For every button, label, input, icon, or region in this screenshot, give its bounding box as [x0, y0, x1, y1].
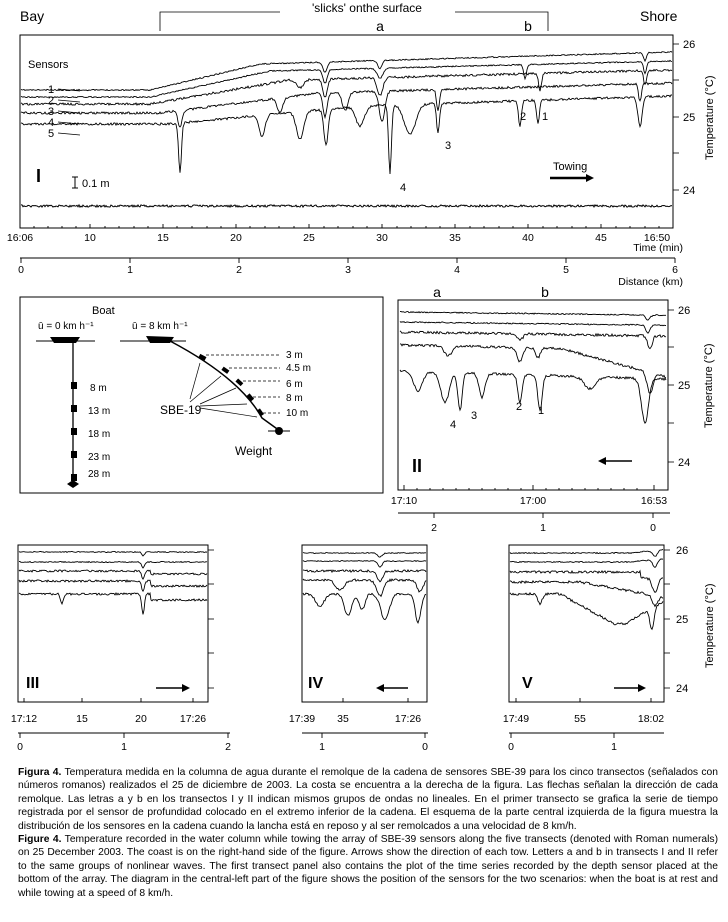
panel-5-time-1749: 17:49	[502, 713, 530, 725]
panel-4-sensor-trace-5	[303, 593, 426, 623]
panel-1-roman: I	[36, 166, 42, 186]
panel-2-trough-1: 1	[537, 405, 545, 417]
trough-label-3: 3	[444, 140, 452, 152]
panel-3-sensor-trace-3	[19, 570, 207, 579]
towed-chain	[170, 341, 280, 431]
sbe-19-label: SBE-19	[160, 403, 202, 417]
panel-2-temperature-traces	[400, 311, 666, 423]
group-b-label: b	[524, 18, 532, 34]
boat-rest-icon	[50, 337, 80, 343]
panel-3-sensor-trace-1	[19, 552, 207, 556]
temp-tick-24: 24	[683, 185, 696, 197]
distance-tick-5: 5	[563, 264, 569, 276]
panel-5-temp-axis-label: Temperature (°C)	[704, 583, 716, 668]
panel-1-time-ticks	[20, 224, 673, 228]
sensor-number-3: 3	[48, 106, 55, 118]
towing-label: Towing	[553, 161, 588, 173]
panel-3-frame	[18, 545, 208, 702]
temp-axis-label: Temperature (°C)	[704, 75, 716, 160]
panel-2-roman: II	[412, 456, 423, 476]
rest-depth-23m: 23 m	[88, 452, 111, 463]
rest-depth-28m: 28 m	[88, 469, 111, 480]
panel-3-time-1712: 17:12	[10, 713, 38, 725]
distance-tick-3: 3	[345, 264, 351, 276]
scale-bar-icon	[72, 177, 78, 188]
figure-caption	[18, 766, 718, 900]
panel-4-time-35: 35	[337, 713, 349, 725]
shore-label: Shore	[640, 8, 678, 24]
time-tick-10: 10	[84, 232, 96, 244]
time-tick-45: 45	[595, 232, 607, 244]
slicks-label: 'slicks' onthe surface	[312, 1, 422, 15]
slicks-bracket-right	[455, 12, 548, 31]
panel-2-time-1700: 17:00	[519, 495, 547, 507]
sensor-trace-3	[21, 70, 672, 106]
time-tick-30: 30	[376, 232, 388, 244]
panel-3-time-15: 15	[76, 713, 88, 725]
panel-4-temperature-traces	[303, 553, 426, 623]
rest-weight-icon	[67, 480, 79, 488]
slicks-bracket-left	[160, 12, 280, 31]
panel-2-time-ticks	[404, 485, 654, 490]
panel-2-time-1710: 17:10	[390, 495, 418, 507]
sensor-number-1: 1	[48, 84, 55, 96]
distance-tick-1: 1	[127, 264, 133, 276]
bay-label: Bay	[20, 8, 45, 24]
distance-tick-4: 4	[454, 264, 460, 276]
distance-tick-0: 0	[18, 264, 24, 276]
distance-axis-label: Distance (km)	[618, 276, 683, 288]
panel-3-distance-2: 2	[225, 741, 231, 753]
time-tick-25: 25	[303, 232, 315, 244]
sensor-chain-schematic	[20, 297, 383, 493]
caption-en-label: Figure 4.	[18, 834, 62, 846]
panel-5-temp-tick-26: 26	[676, 545, 689, 557]
scale-bar-label: 0.1 m	[82, 178, 110, 190]
panel-5-sensor-trace-5	[510, 593, 663, 630]
sensor-number-2: 2	[48, 95, 55, 107]
panel-2-sensor-trace-1	[400, 311, 666, 320]
caption-en-text: Temperature recorded in the water column while towing the array of SBE-39 sensors along the five transects (denoted with Roman numerals) on 25 December 2003. The coast is on the right-hand side of the figure. Arrows show the direction of each tow. Letters a and b in transects I and II refer to the same groups of nonlinear waves. The first transect panel also contains the plot of the time series recorded by the depth sensor placed at the bottom of the array. The diagram in the central-left part of the figure shows the position of the sensors for the two scenarios: when the boat is at rest and while towing at a speed of 8 km/h.	[18, 834, 718, 899]
time-tick-35: 35	[449, 232, 461, 244]
panel-3-distance-0: 0	[17, 741, 23, 753]
rest-depth-13m: 13 m	[88, 406, 111, 417]
tow-depth-4.5m: 4.5 m	[286, 363, 312, 374]
panel-3-time-1726: 17:26	[179, 713, 207, 725]
time-axis-label: Time (min)	[633, 242, 683, 254]
tow-depth-10m: 10 m	[286, 408, 309, 419]
time-tick-1606: 16:06	[6, 232, 34, 244]
sensors-title: Sensors	[28, 59, 69, 71]
boat-tow-icon	[146, 336, 174, 343]
panel-2-temp-tick-25: 25	[678, 380, 691, 392]
sensor-number-4: 4	[48, 117, 55, 129]
time-tick-15: 15	[157, 232, 169, 244]
temp-tick-26: 26	[683, 39, 696, 51]
panel-5	[503, 545, 716, 753]
caption-es-label: Figura 4.	[18, 767, 62, 778]
panel-3-temperature-traces	[19, 552, 207, 615]
sensor-number-5: 5	[48, 128, 55, 140]
weight-label: Weight	[235, 444, 273, 458]
panel-3-distance-1: 1	[121, 741, 127, 753]
panel-2-sensor-trace-5	[400, 370, 666, 423]
panel-2-group-a: a	[433, 284, 441, 300]
panel-5-distance-1: 1	[611, 741, 617, 753]
panel-4-roman: IV	[308, 675, 324, 692]
tow-depth-6m: 6 m	[286, 379, 303, 390]
panel-2-group-b: b	[541, 284, 549, 300]
panel-2-trough-3: 3	[470, 410, 478, 422]
panel-5-time-ticks	[516, 698, 651, 702]
speed-rest-label: ū = 0 km h⁻¹	[38, 321, 94, 332]
panel-2	[391, 284, 715, 534]
panel-5-time-1802: 18:02	[637, 713, 665, 725]
panel-2-time-1653: 16:53	[640, 495, 668, 507]
distance-tick-2: 2	[236, 264, 242, 276]
tow-depth-8m: 8 m	[286, 393, 303, 404]
panel-2-temp-tick-26: 26	[678, 305, 691, 317]
panel-1-distance-ticks	[21, 258, 675, 263]
panel-2-temp-axis-label: Temperature (°C)	[703, 343, 715, 428]
caption-english	[18, 833, 718, 900]
panel-5-time-55: 55	[574, 713, 586, 725]
panel-4-sensor-trace-2	[303, 561, 426, 568]
caption-spanish	[18, 766, 718, 833]
panel-5-temp-tick-25: 25	[676, 614, 689, 626]
panel-1	[7, 1, 716, 288]
panel-2-distance-1: 1	[540, 522, 546, 534]
trough-label-1: 1	[541, 111, 549, 123]
panel-4-distance-0: 0	[422, 741, 428, 753]
panel-3-time-ticks	[24, 698, 193, 702]
rest-depth-18m: 18 m	[88, 429, 111, 440]
panel-5-temp-tick-24: 24	[676, 683, 689, 695]
panel-3	[11, 545, 231, 753]
caption-es-text: Temperatura medida en la columna de agua durante el remolque de la cadena de sensores SBE-39 para los cinco transectos (señalados con números romanos) realizados el 25 de diciembre de 2003. La costa se encuentra a la derecha de la figura. Las flechas señalan la dirección de cada remolque. Las letras a y b en los transectos I y II indican mismos grupos de ondas no lineales. En el primer transecto se grafica la serie de tiempo registrada por el sensor de profundidad colocado en el extremo inferior de la cadena. El esquema de la parte central izquierda de la figura muestra la distribución de los sensores en la cadena cuando la lancha está en reposo y al ser remolcados a una velocidad de 8 km/h.	[18, 767, 718, 832]
temp-tick-25: 25	[683, 112, 696, 124]
time-tick-40: 40	[522, 232, 534, 244]
panel-5-temperature-traces	[510, 549, 663, 629]
panel-3-time-20: 20	[135, 713, 147, 725]
panel-4-sensor-trace-1	[303, 553, 426, 558]
panel-4-time-1726: 17:26	[394, 713, 422, 725]
panel-2-trough-2: 2	[515, 401, 523, 413]
panel-5-sensor-trace-2	[510, 559, 663, 568]
panel-1-temperature-traces	[21, 51, 672, 174]
time-tick-20: 20	[230, 232, 242, 244]
panel-4-time-1739: 17:39	[288, 713, 316, 725]
trough-label-2: 2	[519, 111, 527, 123]
panel-4-time-ticks	[302, 698, 408, 702]
group-a-label: a	[376, 18, 384, 34]
sensor-trace-1	[21, 51, 672, 90]
panel-1-temp-ticks	[673, 44, 679, 190]
depth-sensor-trace	[21, 205, 672, 207]
distance-tick-6: 6	[672, 264, 678, 276]
tow-depth-3m: 3 m	[286, 350, 303, 361]
panel-3-roman: III	[26, 675, 40, 692]
panel-2-distance-0: 0	[650, 522, 656, 534]
speed-tow-label: ū = 8 km h⁻¹	[132, 321, 188, 332]
panel-5-sensor-trace-1	[510, 549, 663, 556]
boat-label: Boat	[92, 305, 115, 317]
panel-5-sensor-trace-4	[510, 581, 663, 607]
panel-3-sensor-trace-2	[19, 562, 207, 569]
panel-3-sensor-trace-4	[19, 580, 207, 591]
panel-2-temp-tick-24: 24	[678, 457, 691, 469]
panel-4-distance-1: 1	[319, 741, 325, 753]
panel-4	[289, 545, 428, 753]
panel-3-sensor-trace-5	[19, 593, 207, 614]
panel-5-roman: V	[522, 675, 533, 692]
trough-label-4: 4	[399, 182, 407, 194]
rest-depth-8m: 8 m	[90, 383, 107, 394]
panel-2-distance-2: 2	[431, 522, 437, 534]
time-tick-1650: 16:50	[643, 232, 671, 244]
panel-2-trough-4: 4	[449, 419, 457, 431]
panel-5-distance-0: 0	[508, 741, 514, 753]
